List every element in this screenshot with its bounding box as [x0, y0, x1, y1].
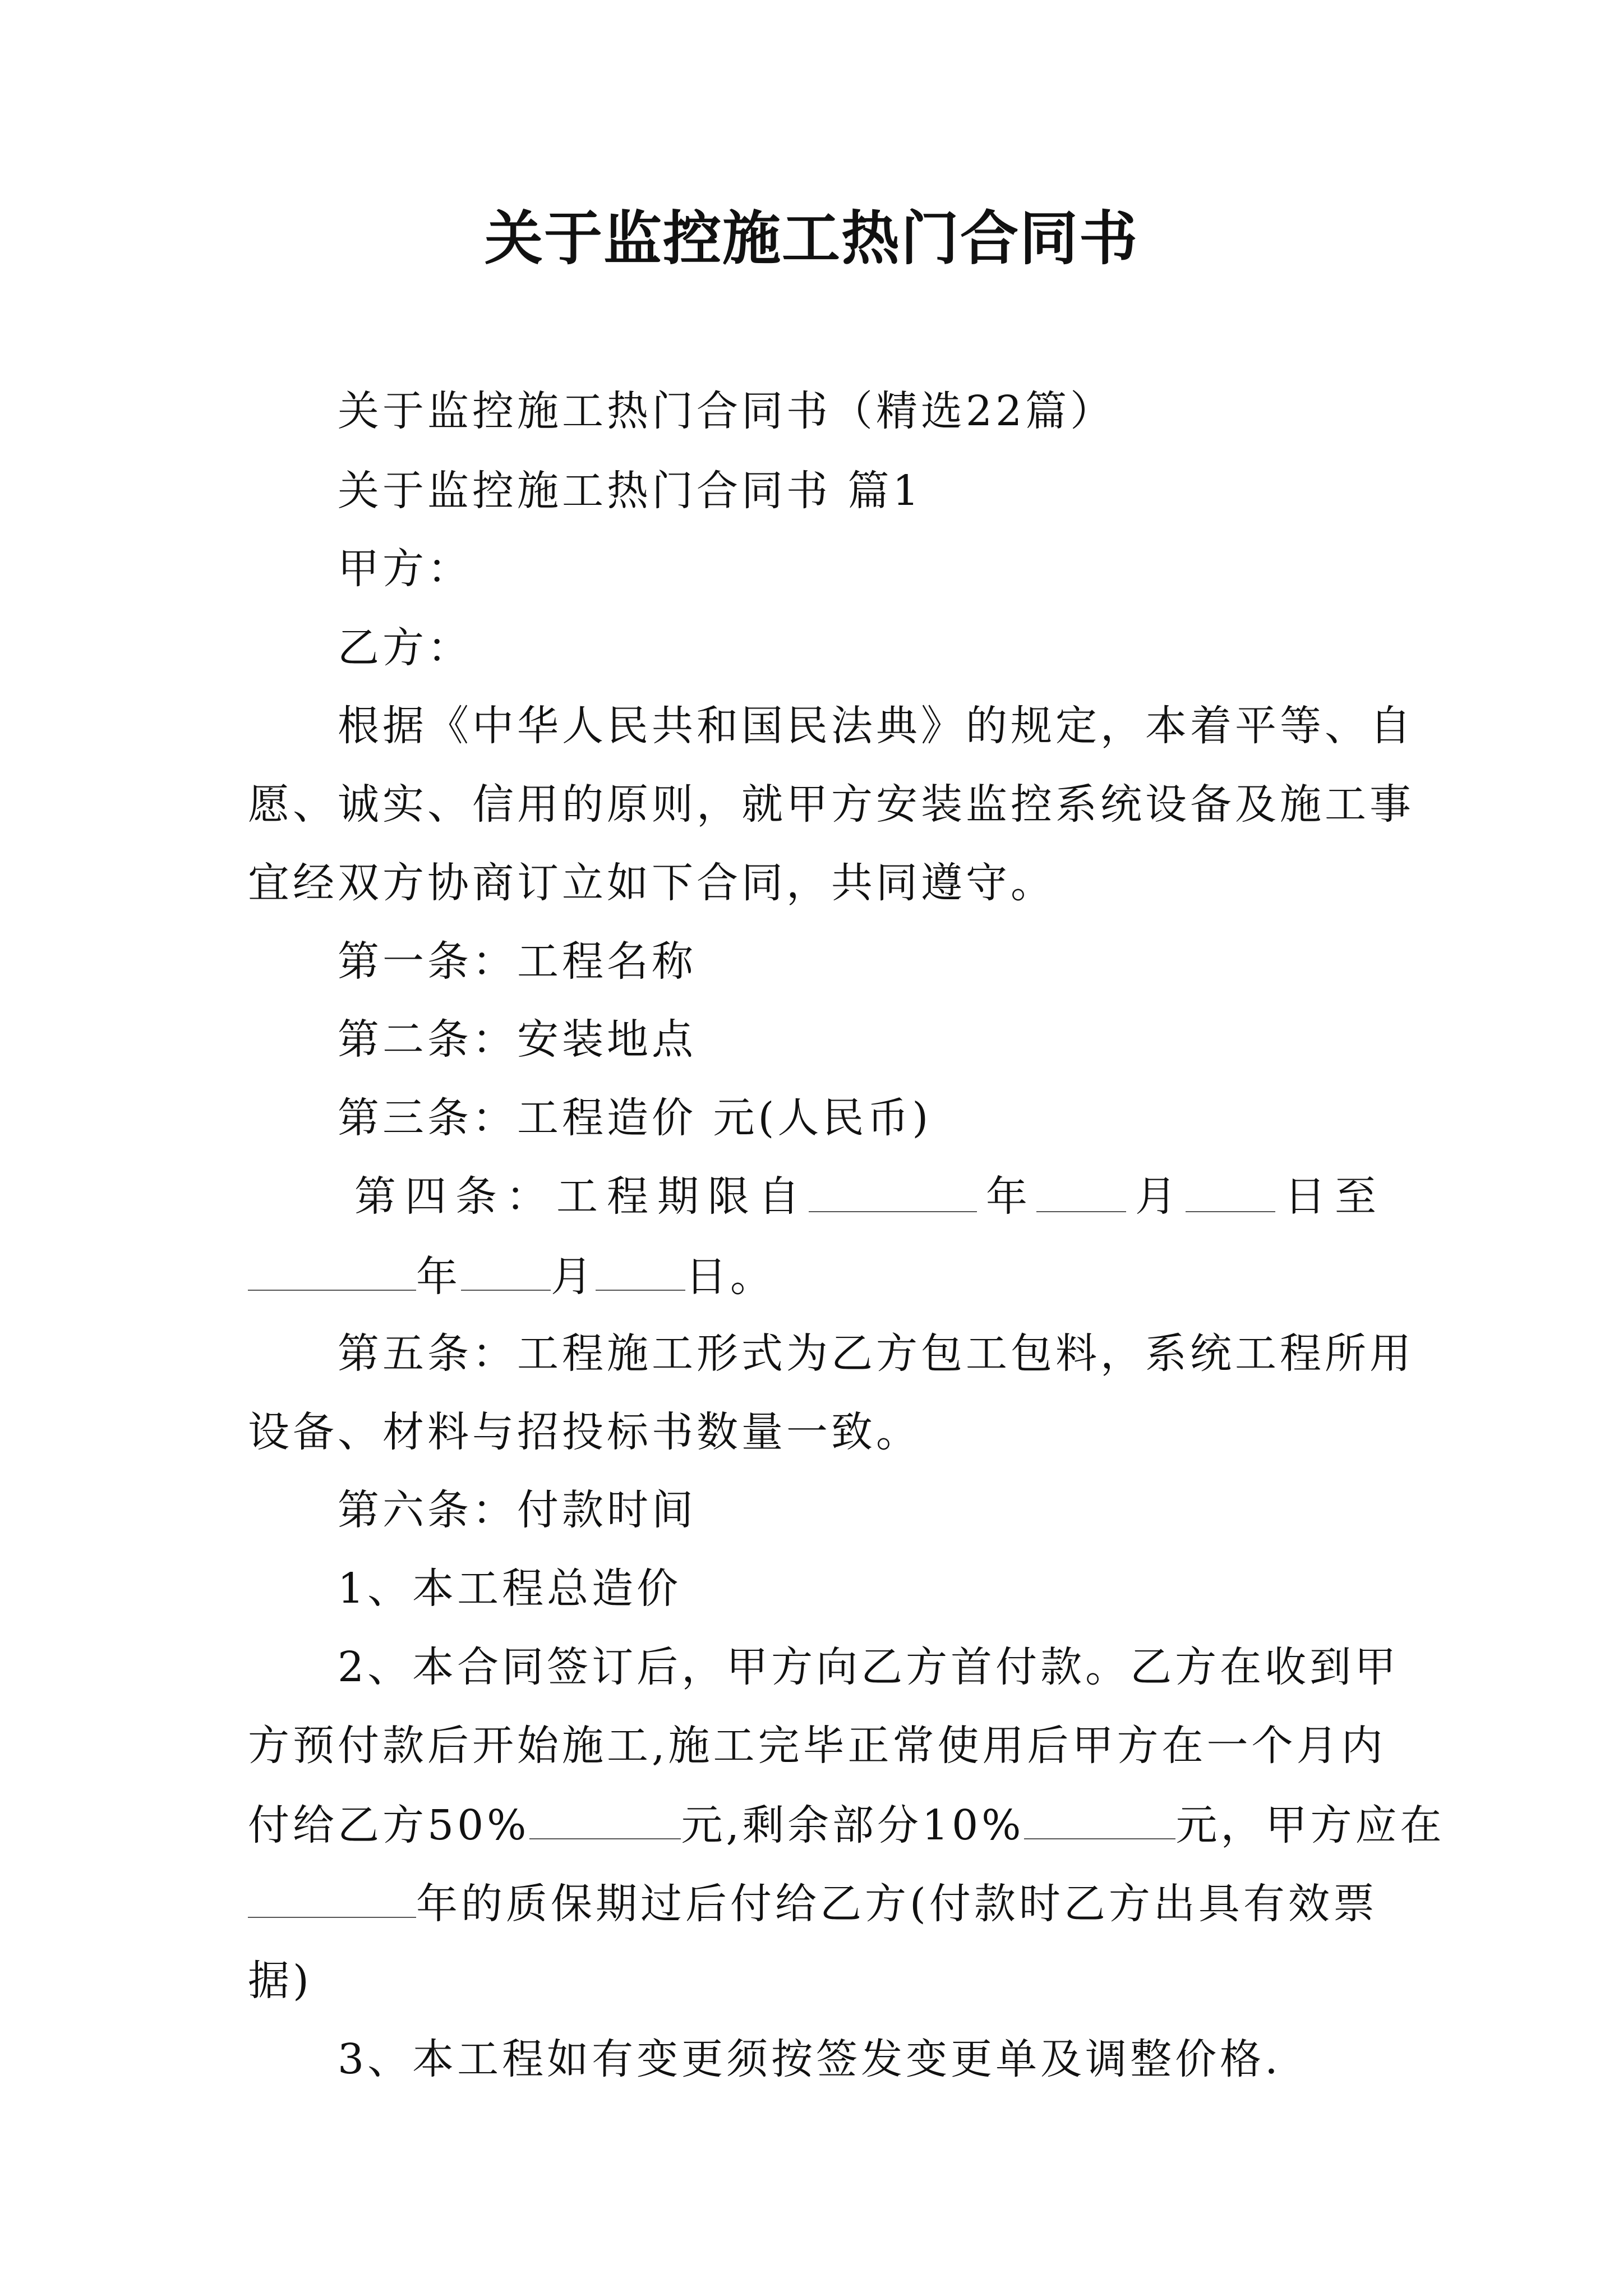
article-4-char: 限	[708, 1172, 749, 1221]
fill-blank	[1024, 1796, 1175, 1839]
article-4-char: 期	[657, 1172, 699, 1221]
fill-blank	[461, 1247, 551, 1291]
article-4-char: 工	[556, 1172, 598, 1221]
article-4-char: 自	[758, 1172, 800, 1221]
article-5-line-2: 设备、材料与招投标书数量一致。	[248, 1408, 921, 1456]
article-3: 第三条：工程造价 元(人民币)	[338, 1094, 932, 1142]
fill-blank	[529, 1796, 681, 1839]
article-6: 第六条：付款时间	[338, 1486, 697, 1534]
document-subtitle: 关于监控施工热门合同书（精选22篇）	[338, 387, 1115, 435]
article-4-line-1	[354, 1168, 1376, 1225]
fill-blank	[596, 1247, 685, 1291]
intro-line-1: 根据《中华人民共和国民法典》的规定，本着平等、自	[338, 702, 1414, 750]
intro-line-3: 宜经双方协商订立如下合同，共同遵守。	[248, 859, 1055, 907]
article-4-text: 年	[416, 1253, 461, 1301]
payment-text: 元,剩余部分10%	[681, 1801, 1025, 1849]
article-4-line-2	[248, 1247, 1623, 1305]
party-a-label: 甲方：	[338, 545, 472, 593]
payment-item-2-line-5: 据)	[248, 1957, 312, 2005]
article-4-char: 四	[405, 1172, 446, 1221]
article-2: 第二条：安装地点	[338, 1015, 697, 1064]
party-b-label: 乙方：	[338, 624, 472, 672]
payment-item-2-line-2: 方预付款后开始施工,施工完毕正常使用后甲方在一个月内	[248, 1722, 1386, 1770]
article-4-char: 第	[354, 1172, 396, 1221]
payment-text: 付给乙方50%	[248, 1801, 530, 1849]
payment-text: 年的质保期过后付给乙方(付款时乙方出具有效票	[416, 1880, 1378, 1928]
payment-item-2-line-4	[248, 1874, 1623, 1932]
article-4-char: ：	[506, 1172, 547, 1221]
article-4-char: 程	[607, 1172, 648, 1221]
fill-blank	[1186, 1168, 1275, 1212]
payment-item-1: 1、本工程总造价	[338, 1565, 682, 1613]
article-4-char: 月	[1135, 1172, 1177, 1221]
article-4-char: 条	[455, 1172, 497, 1221]
article-4-char: 年	[986, 1172, 1027, 1221]
payment-item-2-line-1: 2、本合同签订后，甲方向乙方首付款。乙方在收到甲	[338, 1643, 1400, 1691]
intro-line-2: 愿、诚实、信用的原则，就甲方安装监控系统设备及施工事	[248, 780, 1414, 829]
fill-blank	[248, 1874, 416, 1918]
article-4-char: 至	[1335, 1172, 1376, 1221]
article-4-char: 日	[1284, 1172, 1326, 1221]
payment-item-3: 3、本工程如有变更须按签发变更单及调整价格.	[338, 2035, 1281, 2083]
payment-text: 元，甲方应在	[1175, 1801, 1445, 1849]
section-heading: 关于监控施工热门合同书 篇1	[338, 467, 923, 515]
fill-blank	[1036, 1168, 1126, 1212]
fill-blank	[809, 1168, 977, 1212]
article-4-text: 日。	[685, 1253, 775, 1301]
article-1: 第一条：工程名称	[338, 937, 697, 986]
article-4-text: 月	[551, 1253, 596, 1301]
fill-blank	[248, 1247, 416, 1291]
document-title: 关于监控施工热门合同书	[484, 204, 1138, 273]
payment-item-2-line-3	[248, 1796, 1623, 1853]
article-5-line-1: 第五条：工程施工形式为乙方包工包料，系统工程所用	[338, 1329, 1414, 1378]
